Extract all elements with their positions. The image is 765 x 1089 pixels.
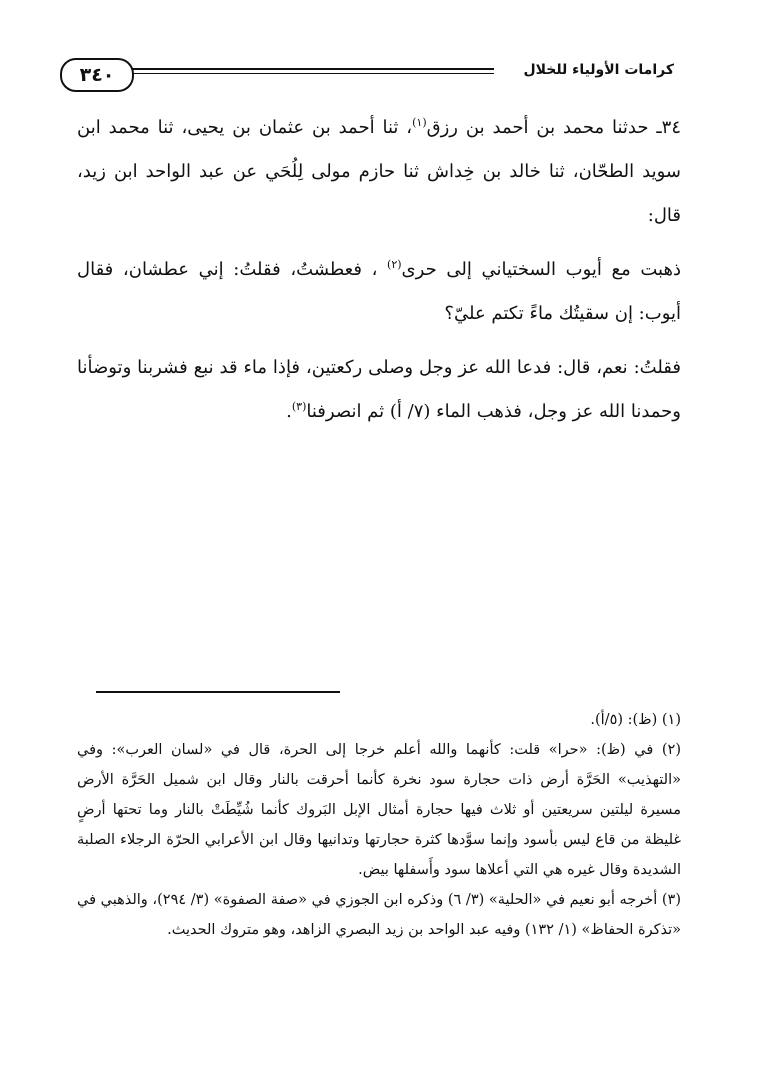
text-run: فقلتُ: نعم، قال: فدعا الله عز وجل وصلى ركعتين، فإذا ماء قد نبع فشربنا وتوضأنا وحمدنا الله عز وجل، فذهب الماء (٧/ أ) ثم انصرفنا	[77, 357, 681, 422]
footnote-ref-3: (٣)	[291, 400, 307, 413]
text-run: ، فعطشتُ، فقلتُ: إني عطشان، فقال أيوب: إن سقيتُك ماءً تكتم عليّ؟	[77, 259, 681, 324]
header-rule	[132, 68, 494, 70]
footnote-3: (٣) أخرجه أبو نعيم في «الحلية» (٣/ ٦) وذكره ابن الجوزي في «صفة الصفوة» (٣/ ٢٩٤)، والذهبي في «تذكرة الحفاظ» (١/ ١٣٢) وفيه عبد الواحد بن زيد البصري الزاهد، وهو متروك الحديث.	[77, 892, 681, 938]
footnote-separator	[96, 691, 340, 693]
text-run: ٣٤ـ حدثنا محمد بن أحمد بن رزق	[426, 117, 682, 138]
paragraph-isnad	[77, 106, 681, 238]
footnote-2: (٢) في (ظ): «حرا» قلت: كأنهما والله أعلم خرجا إلى الحرة، قال في «لسان العرب»: وفي «التهذيب» الحَرَّة أرض ذات حجارة سود نخرة كأنما أحرقت بالنار وقال ابن شميل الحَرَّة الأرض مسيرة ليلتين سريعتين أو ثلاث فيها حجارة أمثال الإبل البَروك كأنما شُيِّطَتْ بالنار وما تحتها أرضٍ غليظة من قاع ليس بأسود وإنما سوَّدها كثرة حجارتها وتدانيها وقال ابن الأعرابي الحرّة الرجلاء الصلبة الشديدة وقال غيره هي التي أعلاها سود وأَسفلها بيض.	[77, 742, 681, 878]
text-run: ، ثنا أحمد بن عثمان بن يحيى، ثنا محمد ابن سويد الطحّان، ثنا خالد بن خِداش ثنا حازم مولى لِلُحَي عن عبد الواحد ابن زيد، قال:	[77, 117, 681, 226]
text-run: .	[286, 401, 292, 422]
page-header	[60, 58, 680, 92]
paragraph-conclusion	[77, 346, 681, 434]
paragraph-story	[77, 248, 681, 336]
text-run: ذهبت مع أيوب السختياني إلى حرى	[401, 259, 681, 280]
main-text	[77, 106, 681, 448]
header-rule-thin	[132, 73, 494, 74]
footnote-ref-2: (٢)	[387, 258, 402, 271]
footnote-1: (١) (ظ): (٥/أ).	[590, 712, 681, 728]
footnote-ref-1: (١)	[412, 116, 427, 129]
running-title: كرامات الأولياء للخلال	[523, 62, 674, 78]
page-number: ٣٤٠	[60, 58, 134, 92]
footnotes	[77, 705, 681, 945]
